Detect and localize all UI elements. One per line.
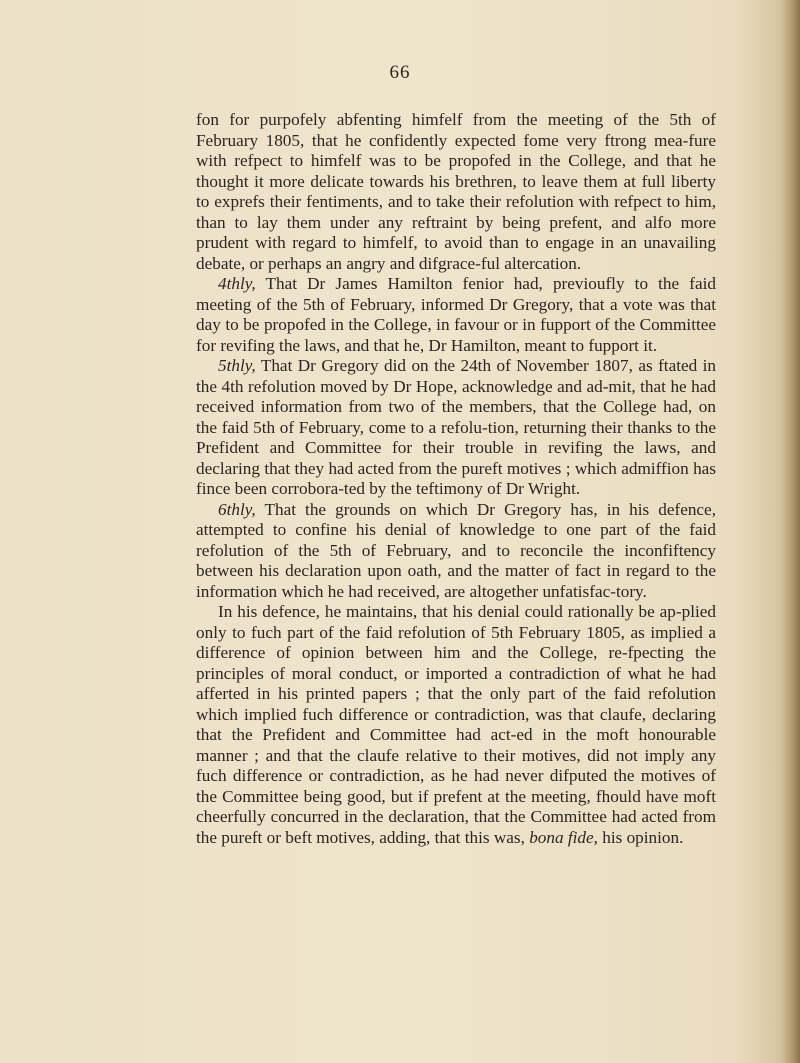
paragraph-lead: 6thly, [218, 499, 256, 519]
paragraph-defence [196, 602, 716, 848]
paragraph-text: fon for purpofely abfenting himfelf from the meeting of the 5th of February 1805, that he confidently expected fome very ftrong mea-fure with refpect to himfelf was to be propofed in the College, and that he thought it more delicate towards his brethren, to leave them at full liberty to exprefs their fentiments, and to take their refolution with refpect to him, than to lay them under any reftraint by being prefent, and alfo more prudent with regard to himfelf, to avoid than to engage in an unavailing debate, or perhaps an angry and difgrace-ful altercation. [196, 110, 716, 273]
paragraph-continued [196, 110, 716, 274]
paragraph-italic-phrase: bona fide [529, 827, 594, 847]
paragraph-text: That Dr James Hamilton fenior had, previoufly to the faid meeting of the 5th of February, informed Dr Gregory, that a vote was that day to be propofed in the College, in favour or in fupport of the Committee for revifing the laws, and that he, Dr Hamilton, meant to fupport it. [196, 274, 716, 355]
paragraph-fifthly [196, 356, 716, 500]
page-edge-shadow [782, 0, 800, 1063]
paragraph-text: In his defence, he maintains, that his denial could rationally be ap-plied only to fuch part of the faid refolution of 5th February 1805, as implied a difference of opinion between him and the College, re-fpecting the principles of moral conduct, or imported a contradiction of what he had afferted in his printed papers ; that the only part of the faid refolution which implied fuch difference or contradiction, was that claufe, declaring that the Prefident and Committee had act-ed in the moft honourable manner ; and that the claufe relative to their motives, did not imply any fuch difference or contradiction, as he had never difputed the motives of the Committee being good, but if prefent at the meeting, fhould have moft cheerfully concurred in the declaration, that the Committee had acted from the pureft or beft motives, adding, that this was, [196, 602, 716, 847]
body-text [196, 110, 716, 848]
paragraph-fourthly [196, 274, 716, 356]
paragraph-text: That the grounds on which Dr Gregory has, in his defence, attempted to confine his denial of knowledge to one part of the faid refolution of the 5th of February, and to reconcile the inconfiftency between his declaration upon oath, and the matter of fact in regard to the information which he had received, are altogether unfatisfac-tory. [196, 499, 716, 601]
page-number: 66 [389, 62, 411, 83]
paragraph-lead: 4thly, [218, 274, 256, 293]
paragraph-lead: 5thly, [218, 356, 256, 375]
paragraph-text: That Dr Gregory did on the 24th of November 1807, as ftated in the 4th refolution moved by Dr Hope, acknowledge and ad-mit, that he had received information from two of the members, that the College had, on the faid 5th of February, come to a refolu-tion, returning their thanks to the Prefident and Committee for their trouble in revifing the laws, and declaring that they had acted from the pureft motives ; which admiffion has fince been corrobora-ted by the teftimony of Dr Wright. [196, 356, 716, 498]
paragraph-sixthly [196, 500, 716, 603]
paragraph-tail: , his opinion. [593, 827, 684, 847]
